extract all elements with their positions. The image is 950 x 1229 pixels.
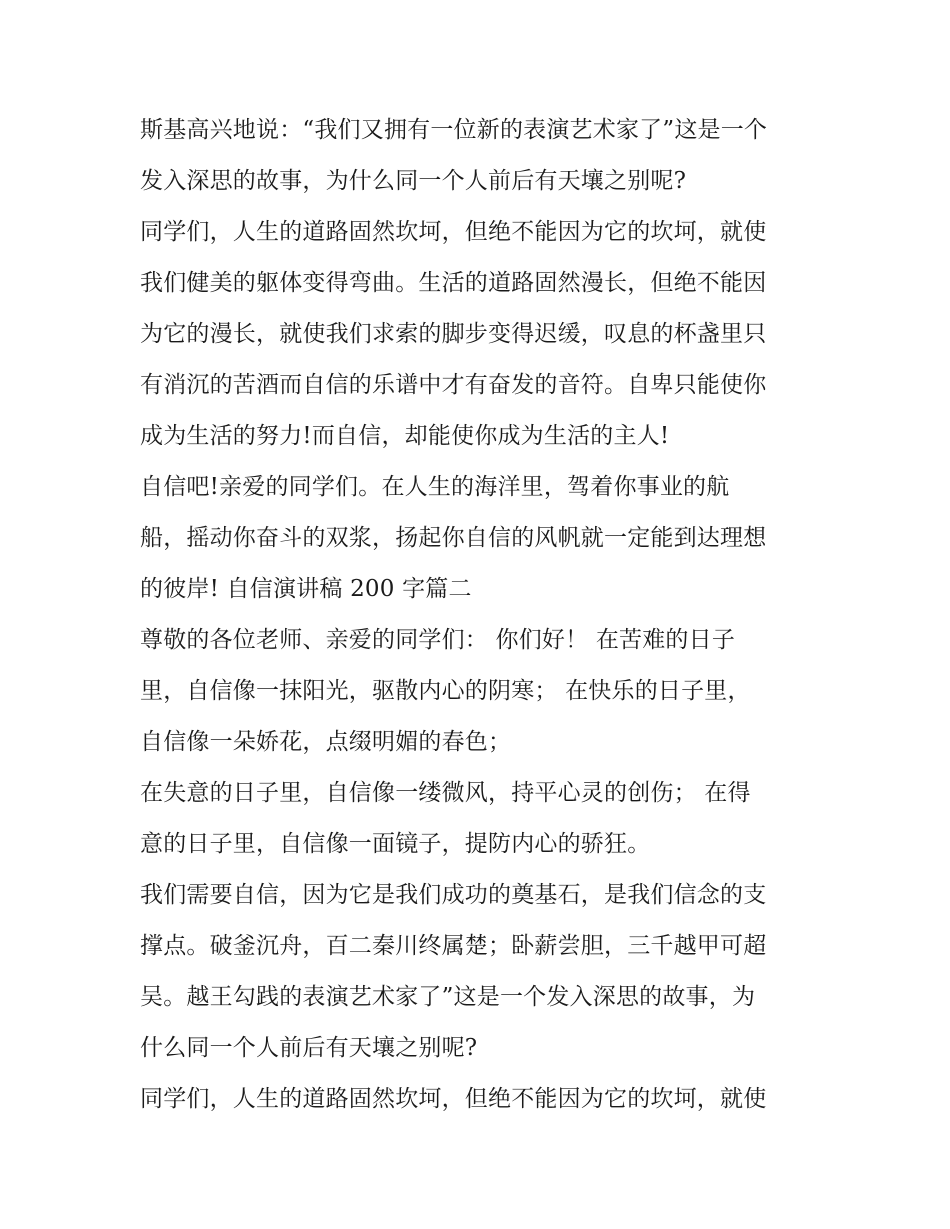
text-line: 尊敬的各位老师、亲爱的同学们： 你们好！ 在苦难的日子 xyxy=(140,627,736,653)
text-line: 斯基高兴地说：“我们又拥有一位新的表演艺术家了”这是一个 xyxy=(140,117,768,143)
text-line: 意的日子里，自信像一面镜子，提防内心的骄狂。 xyxy=(140,831,651,857)
text-line: 我们健美的躯体变得弯曲。生活的道路固然漫长，但绝不能因 xyxy=(140,270,767,296)
text-line: 吴。越王勾践的表演艺术家了”这是一个发入深思的故事，为 xyxy=(140,984,756,1010)
text-line: 同学们，人生的道路固然坎坷，但绝不能因为它的坎坷，就使 xyxy=(140,1086,767,1112)
text-line: 什么同一个人前后有天壤之别呢? xyxy=(140,1035,478,1061)
text-line: 在失意的日子里，自信像一缕微风，持平心灵的创伤； 在得 xyxy=(140,780,751,806)
text-line: 有消沉的苦酒而自信的乐谱中才有奋发的音符。自卑只能使你 xyxy=(140,372,767,398)
document-body xyxy=(140,108,840,1128)
text-line: 发入深思的故事，为什么同一个人前后有天壤之别呢? xyxy=(140,168,687,194)
text-line: 的彼岸! 自信演讲稿 200 字篇二 xyxy=(140,576,472,602)
text-line: 自信吧!亲爱的同学们。在人生的海洋里，驾着你事业的航 xyxy=(140,474,730,500)
text-line: 同学们，人生的道路固然坎坷，但绝不能因为它的坎坷，就使 xyxy=(140,219,767,245)
text-line: 为它的漫长，就使我们求索的脚步变得迟缓，叹息的杯盏里只 xyxy=(140,321,767,347)
text-line: 自信像一朵娇花，点缀明媚的春色； xyxy=(140,729,512,755)
text-line: 里，自信像一抹阳光，驱散内心的阴寒； 在快乐的日子里， xyxy=(140,678,751,704)
text-line: 撑点。破釜沉舟，百二秦川终属楚；卧薪尝胆，三千越甲可超 xyxy=(140,933,767,959)
text-line: 成为生活的努力!而自信，却能使你成为生活的主人! xyxy=(140,423,670,449)
text-line: 船，摇动你奋斗的双浆，扬起你自信的风帆就一定能到达理想 xyxy=(140,525,767,551)
text-line: 我们需要自信，因为它是我们成功的奠基石，是我们信念的支 xyxy=(140,882,767,908)
